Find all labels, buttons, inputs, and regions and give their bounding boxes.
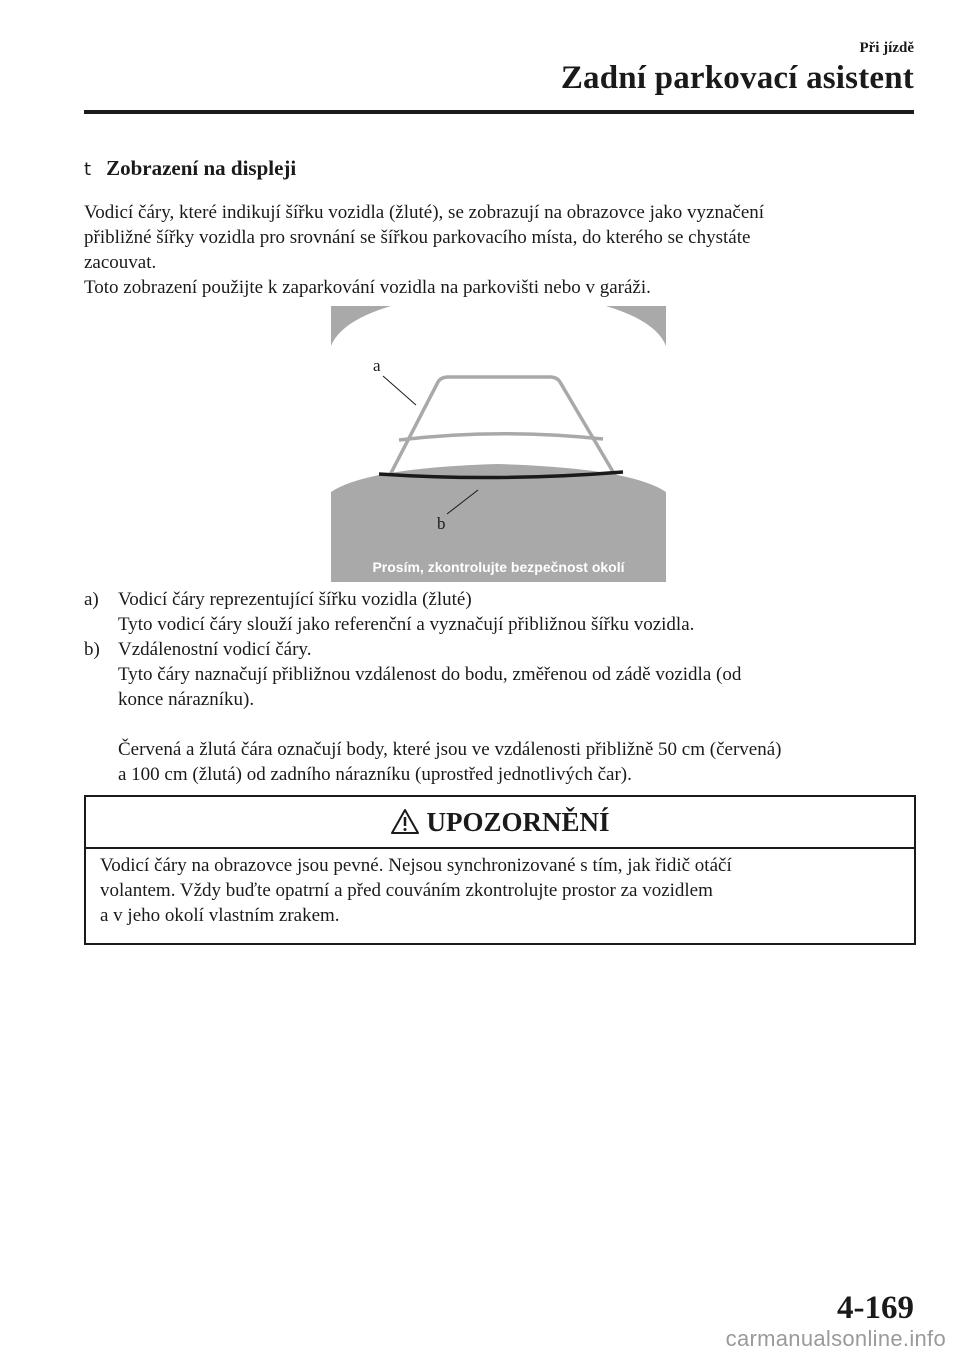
list-item-line: Tyto čáry naznačují přibližnou vzdálenost do bodu, změřenou od zádě vozidla (od <box>118 664 742 685</box>
warning-body <box>86 849 914 928</box>
warning-triangle-icon <box>390 808 420 835</box>
page-number: 4-169 <box>837 1290 914 1326</box>
list-item <box>84 637 924 787</box>
figure-label-a: a <box>373 356 381 375</box>
section-heading-text: Zobrazení na displeji <box>106 156 297 180</box>
figure-label-b: b <box>437 514 446 533</box>
figure-legend-list <box>84 587 924 787</box>
intro-line: Toto zobrazení použijte k zaparkování vozidla na parkovišti nebo v garáži. <box>84 277 651 298</box>
paragraph-gap <box>118 712 924 737</box>
list-item-line: Vzdálenostní vodicí čáry. <box>118 639 312 660</box>
screen-caption: Prosím, zkontrolujte bezpečnost okolí <box>372 559 625 575</box>
rear-camera-screen-figure <box>331 306 666 582</box>
warning-box <box>84 795 916 945</box>
page-title: Zadní parkovací asistent <box>560 60 914 96</box>
list-item-line: a 100 cm (žlutá) od zadního nárazníku (uprostřed jednotlivých čar). <box>118 764 632 785</box>
header-rule <box>84 110 914 114</box>
list-item-line: Červená a žlutá čára označují body, které jsou ve vzdálenosti přibližně 50 cm (červená) <box>118 739 782 760</box>
list-item-line: konce nárazníku). <box>118 689 255 710</box>
intro-line: přibližné šířky vozidla pro srovnání se šířkou parkovacího místa, do kterého se chystáte <box>84 227 751 248</box>
section-heading <box>84 156 296 181</box>
warning-line: a v jeho okolí vlastním zrakem. <box>100 905 340 926</box>
list-item <box>84 587 924 637</box>
warning-title: UPOZORNĚNÍ <box>426 806 610 837</box>
warning-line: volantem. Vždy buďte opatrní a před couváním zkontrolujte prostor za vozidlem <box>100 880 713 901</box>
intro-line: Vodicí čáry, které indikují šířku vozidla (žluté), se zobrazují na obrazovce jako vyznačení <box>84 202 765 223</box>
header-section-label: Při jízdě <box>859 40 914 56</box>
intro-line: zacouvat. <box>84 252 157 273</box>
watermark: carmanualsonline.info <box>725 1326 946 1351</box>
warning-header <box>86 797 914 849</box>
section-marker: t <box>84 159 92 180</box>
list-item-marker: b) <box>84 639 100 660</box>
camera-screen-illustration <box>331 306 666 582</box>
list-item-line: Tyto vodicí čáry slouží jako referenční a vyznačují přibližnou šířku vozidla. <box>118 614 695 635</box>
list-item-line: Vodicí čáry reprezentující šířku vozidla (žluté) <box>118 589 472 610</box>
warning-line: Vodicí čáry na obrazovce jsou pevné. Nejsou synchronizované s tím, jak řidič otáčí <box>100 855 732 876</box>
list-item-marker: a) <box>84 589 99 610</box>
